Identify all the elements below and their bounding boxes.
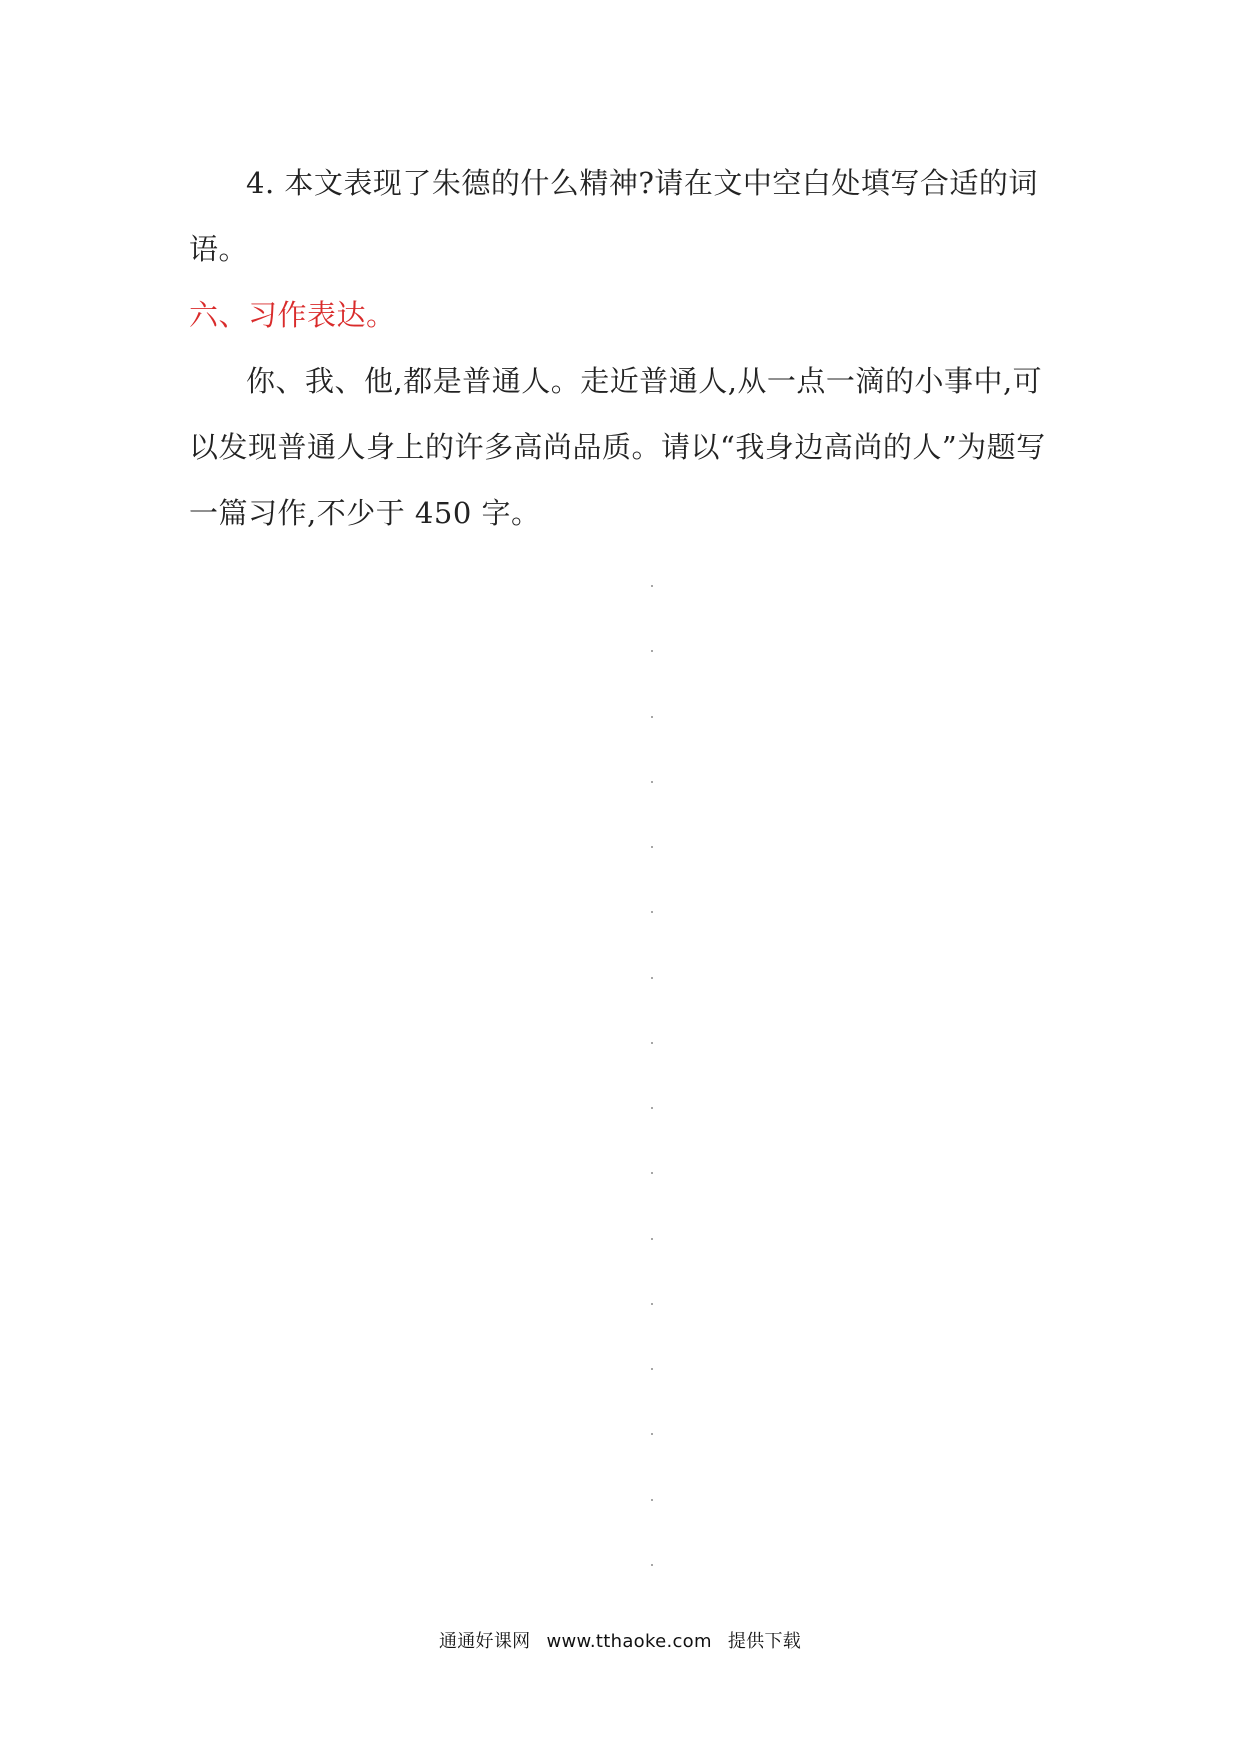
footer-url: www.tthaoke.com: [546, 1631, 712, 1652]
blank-line-marker: [651, 1238, 653, 1240]
blank-line-marker: [651, 846, 653, 848]
blank-line-marker: [651, 911, 653, 913]
question-4-line-1: 4. 本文表现了朱德的什么精神?请在文中空白处填写合适的词: [246, 166, 1038, 200]
question-4-line-2: 语。: [189, 232, 249, 266]
blank-line-marker: [651, 1564, 653, 1566]
blank-line-marker: [651, 1042, 653, 1044]
blank-line-marker: [651, 716, 653, 718]
blank-line-marker: [651, 781, 653, 783]
blank-line-marker: [651, 650, 653, 652]
blank-line-marker: [651, 585, 653, 587]
blank-line-marker: [651, 1172, 653, 1174]
blank-line-marker: [651, 1499, 653, 1501]
blank-line-marker: [651, 1368, 653, 1370]
writing-prompt-line-3: 一篇习作,不少于 450 字。: [189, 496, 541, 530]
blank-line-marker: [651, 977, 653, 979]
section-6-heading: 六、习作表达。: [189, 298, 396, 332]
blank-line-marker: [651, 1107, 653, 1109]
footer-suffix: 提供下载: [727, 1631, 802, 1652]
blank-line-marker: [651, 1433, 653, 1435]
page-footer: [0, 1629, 1240, 1655]
writing-prompt-line-2: 以发现普通人身上的许多高尚品质。请以“我身边高尚的人”为题写: [189, 430, 1046, 464]
footer-site-name: 通通好课网: [438, 1631, 531, 1652]
writing-prompt-line-1: 你、我、他,都是普通人。走近普通人,从一点一滴的小事中,可: [246, 364, 1043, 398]
blank-line-marker: [651, 1303, 653, 1305]
